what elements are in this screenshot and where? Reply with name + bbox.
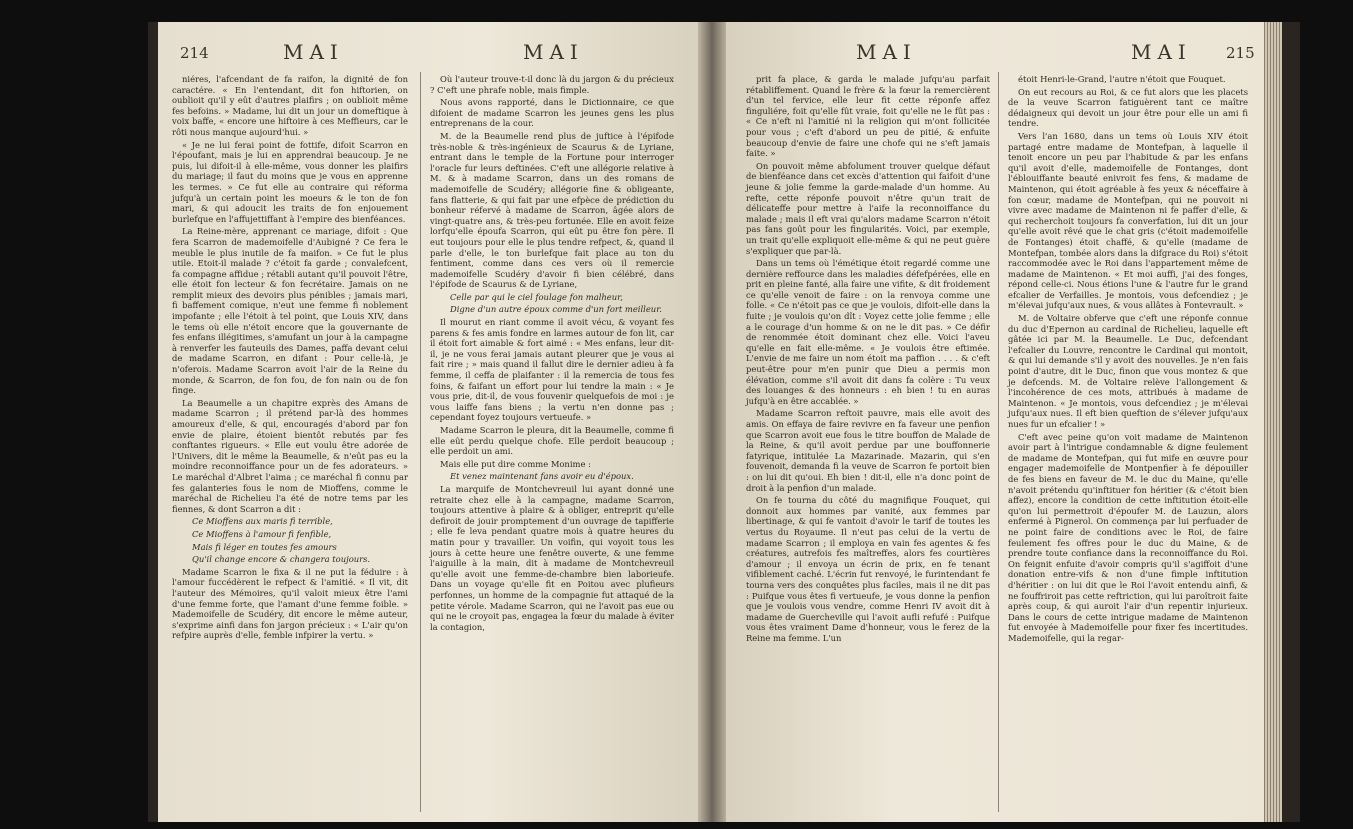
- left-page-column-1: [172, 74, 408, 643]
- verse-line: Mais fi léger en toutes fes amours: [192, 541, 337, 552]
- paragraph: Nous avons rapporté, dans le Dictionnaire, ce que difoient de madame Scarron les jeunes gens les plus entreprenans de la cour.: [430, 97, 674, 129]
- left-page-header-right: MAI: [523, 40, 584, 64]
- open-book: [148, 22, 1300, 822]
- column-divider: [998, 72, 999, 812]
- verse-line: Ce Mioffens à l'amour fi fenfible,: [192, 528, 332, 539]
- right-page-column-1: [746, 74, 990, 645]
- verse-line: Qu'il change encore & changera toujours.: [192, 554, 371, 565]
- paragraph: Dans un tems où l'émétique étoit regardé comme une dernière reffource dans les maladies défefpérées, elle en prit en pleine fanté, alla faire une vifite, & dit froidement ce qu'elle venoit de faire : on la renvoya comme une folle. « Ce n'étoit pas ce que je voulois, difoit-elle dans la fuite ; je voulois qu'on dît : Voyez cette jolie femme ; elle a le courage d'un homme & on ne le dit pas. » Ce défir de renommée étoit dominant chez elle. Voici l'aveu qu'elle en fait elle-même. « Je voulois être eftimée. L'envie de me faire un nom étoit ma paffion . . . . & c'eft peut-être pour m'en punir que Dieu a permis mon élévation, comme s'il avoit dit dans fa colère : Tu veux des louanges & des honneurs : eh bien ! tu en auras jufqu'à en être accablée. »: [746, 258, 990, 406]
- paragraph: La Beaumelle a un chapitre exprès des Amans de madame Scarron ; il prétend par-là des hommes amoureux d'elle, & qui, encouragés d'abord par fon envie de plaire, étoient bientôt rebutés par fes conftantes rigueurs. « Elle eut voulu être adorée de l'Univers, dit le même la Beaumelle, & n'eût pas eu la moindre reconnoiffance pour un de fes adorateurs. » Le maréchal d'Albret l'aima ; ce maréchal fi connu par fes galanteries fous le nom de Mioffens, comme le maréchal de Richelieu l'a été de notre tems par les fiennes, & dont Scarron a dit :: [172, 397, 408, 514]
- verse-line: Celle par qui le ciel foulage fon malheur,: [450, 291, 623, 302]
- right-page-header-right: MAI: [1131, 40, 1192, 64]
- paragraph: Madame Scarron le pleura, dit la Beaumelle, comme fi elle eût perdu quelque chofe. Elle perdoit beaucoup ; elle perdoit un ami.: [430, 425, 674, 457]
- paragraph: Madame Scarron le fixa & il ne put la féduire : à l'amour fuccédèrent le refpect & l'amitié. « Il vit, dit l'auteur des Mémoires, qu'il valoit mieux être l'ami d'une femme forte, que l'amant d'une femme foible. » Mademoifelle de Scudéry, dit encore le même auteur, s'exprime ainfi dans fon jargon précieux : « L'air qu'on refpire auprès d'elle, femble infpirer la vertu. »: [172, 566, 408, 641]
- column-divider: [420, 72, 421, 812]
- paragraph: On fe tourna du côté du magnifique Fouquet, qui donnoit aux hommes par vanité, aux femmes par libertinage, & qui fe vantoit d'avoir le tarif de toutes les vertus du Royaume. Il n'eut pas celui de la vertu de madame Scarron ; il employa en vain fes agentes & fes créatures, autrefois fes maîtreffes, alors fes courtières d'amour ; il envoya un écrin de prix, en fe tenant vifiblement caché. L'écrin fut renvoyé, le furintendant fe tourna vers des conquêtes plus faciles, mais il ne dit pas : Puifque vous êtes fi vertueufe, je vous donne la penfion que je voulois vous vendre, comme Henri IV avoit dit à madame de Guercheville qui l'avoit aufli refufé : Puifque vous êtes vraiment Dame d'honneur, vous le ferez de la Reine ma femme. L'un: [746, 495, 990, 643]
- right-page-number: 215: [1226, 44, 1255, 62]
- verse-line: Et venez maintenant fans avoir eu d'époux.: [450, 471, 634, 482]
- paragraph: prit fa place, & garda le malade jufqu'au parfait rétabliffement. Quand le frère & la fœur la remercièrent d'un tel fervice, elle leur fit cette réponfe affez finguliére, foit qu'elle fût vraie, foit qu'elle ne le fût pas : « Ce n'eft ni l'amitié ni la religion qui m'ont follicitée pour vous ; c'eft d'abord un peu de pitié, & enfuite beaucoup d'envie de faire une chofe qui ne s'eft jamais faite. »: [746, 74, 990, 159]
- left-page-column-2: [430, 74, 674, 634]
- left-page-number: 214: [180, 44, 209, 62]
- right-page: [726, 22, 1282, 822]
- left-page-header-left: MAI: [283, 40, 344, 64]
- paragraph: Madame Scarron reftoit pauvre, mais elle avoit des amis. On effaya de faire revivre en fa faveur une penfion que Scarron avoit eue fous le titre bouffon de Malade de la Reine, & qu'il avoit perdue par une bouffonnerie fatyrique, intitulée La Mazarinade. Mazarin, qui s'en fouvenoit, demanda fi la veuve de Scarron fe portoit bien : on lui dit qu'oui. Eh bien ! dit-il, elle n'a donc point de droit à la penfion d'un malade.: [746, 408, 990, 493]
- paragraph: On pouvoit même abfolument trouver quelque défaut de bienféance dans cet excès d'attention qui faifoit d'une jeune & jolie femme la garde-malade d'un homme. Au refte, cette réponfe pouvoit n'être qu'un trait de délicateffe pour mettre à l'aife la reconnoiffance du malade ; mais il eft vrai qu'alors madame Scarron n'étoit pas fans goût pour les fingularités. Voici, par exemple, un trait qu'elle expliquoit elle-même & qui ne peut guère s'expliquer que par-là.: [746, 160, 990, 256]
- paragraph: M. de la Beaumelle rend plus de juftice à l'épifode très-noble & très-ingénieux de Scaurus & de Lyriane, entrant dans le temple de la Fortune pour interroger l'oracle fur leurs deftinées. C'eft une allégorie relative à M. & à madame Scarron, dans un des romans de mademoifelle de Scudéry; allégorie fine & obligeante, fans flatterie, & qui fait par une efpèce de prédiction du bonheur réfervé à madame de Scarron, âgée alors de vingt-quatre ans, & très-peu fortunée. Elle en avoit feize lorfqu'elle époufa Scarron, qui eût pu être fon père. Il eut toujours pour elle le plus tendre refpect, &, quand il parle d'elle, le ton burlefque fait place au ton du fentiment, comme dans ces vers où il remercie mademoifelle Scudéry d'avoir fi bien célébré, dans l'épifode de Scaurus & de Lyriane,: [430, 130, 674, 290]
- paragraph: Où l'auteur trouve-t-il donc là du jargon & du précieux ? C'eft une phrafe noble, mais fimple.: [430, 74, 674, 95]
- right-page-column-2: [1008, 74, 1248, 645]
- paragraph: étoit Henri-le-Grand, l'autre n'étoit que Fouquet.: [1018, 74, 1226, 84]
- paragraph: C'eft avec peine qu'on voit madame de Maintenon avoir part à l'intrigue condamnable & digne feulement de madame de Montefpan, qui fut mife en œuvre pour engager mademoifelle de Montpenfier à fe dépouiller de fes biens en faveur de M. le duc du Maine, qu'elle n'avoit prétendu qu'inftituer fon héritier (& c'étoit bien affez), encore la condition de cette inftitution étoit-elle qu'on lui permettroit d'époufer M. de Lauzun, alors enfermé à Pignerol. On commença par lui perfuader de ne point faire de conditions avec le Roi, de faire feulement fes offres pour le duc du Maine, & de prendre toute confiance dans la reconnoiffance du Roi. On feignit enfuite d'avoir compris qu'il s'agiffoit d'une donation entre-vifs & non d'une fimple inftitution d'héritier : on lui dit que le Roi l'avoit entendu ainfi, & ne fouffriroit pas cette reftriction, qui lui paroîtroit faite après coup, & qui auroit l'air d'un repentir injurieux. Dans le cours de cette intrigue madame de Maintenon fut envoyée à Mademoifelle pour fixer fes incertitudes. Mademoifelle, qui la regar-: [1008, 431, 1248, 643]
- verse-line: Digne d'un autre époux comme d'un fort meilleur.: [450, 304, 662, 315]
- page-edges: [1264, 22, 1282, 822]
- paragraph: La marquife de Montchevreuil lui ayant donné une retraite chez elle à la campagne, madame Scarron, toujours attentive à plaire & à obliger, entreprit qu'elle defiroit de jouir promptement d'un ouvrage de tapifferie ; elle fe leva pendant quatre mois à quatre heures du matin pour y travailler. Un voifin, qui voyoit tous les jours à cette heure une fenêtre ouverte, & une femme l'aiguille à la main, dit à madame de Montchevreuil qu'elle avoit une femme-de-chambre bien laborieufe. Dans un voyage qu'elle fit en Poitou avec plufieurs perfonnes, un homme de la compagnie fut attaqué de la petite vérole. Madame Scarron, qui ne l'avoit pas eue ou qui ne le croyoit pas, engagea la fœur du malade à éviter la contagion,: [430, 483, 674, 632]
- paragraph: M. de Voltaire obferve que c'eft une réponfe connue du duc d'Epernon au cardinal de Richelieu, laquelle eft gâtée ici par M. la Beaumelle. Le Duc, defcendant l'efcalier du Louvre, rencontre le Cardinal qui montoit, & qui lui demande s'il y avoit des nouvelles. Je n'en fais point d'autre, dit le Duc, finon que vous montez & que je defcends. M. de Voltaire relève l'allongement & l'incohérence de ces mots, attribués à madame de Maintenon. « Je montois, vous defcendiez ; je m'élevai jufqu'aux nues. Il eft bien queftion de s'élever jufqu'aux nues fur un efcalier ! »: [1008, 313, 1248, 429]
- left-page: [158, 22, 698, 822]
- paragraph: Mais elle put dire comme Monime :: [440, 458, 591, 469]
- right-page-header-left: MAI: [856, 40, 917, 64]
- paragraph: La Reine-mère, apprenant ce mariage, difoit : Que fera Scarron de mademoifelle d'Aubigné ? Ce fera le meuble le plus inutile de fa maifon. » Ce fut le plus utile. Etoit-il malade ? c'étoit fa garde ; convalefcent, fa compagne affidue ; rétabli autant qu'il pouvoit l'être, elle étoit fon lecteur & fon fecrétaire. Jamais on ne remplit mieux des devoirs plus pénibles ; jamais mari, fi baffement comique, n'eut une femme fi noblement impofante ; elle l'étoit à tel point, que Louis XIV, dans le tems où elle n'étoit encore que la gouvernante de fes enfans illégitimes, s'amufant un jour à la campagne à renverfer les fauteuils des Dames, paffa devant celui de madame Scarron, en difant : Pour celle-là, je n'oferois. Madame Scarron avoit l'air de la Reine du monde, & Scarron, de fon fou, de fon nain ou de fon finge.: [172, 226, 408, 396]
- paragraph: « Je ne lui ferai point de fottife, difoit Scarron en l'époufant, mais je lui en apprendrai beaucoup. Je ne puis, lui difoit-il à elle-même, vous donner les plaifirs du mariage; il faut du moins que je vous en apprenne les termes. » Ce fut elle au contraire qui réforma jufqu'à un certain point les moeurs & le ton de fon mari, & qui adoucit les traits de fon enjouement burlefque en l'affujettiffant à l'empire des bienféances.: [172, 139, 408, 224]
- paragraph: Il mourut en riant comme il avoit vécu, & voyant fes parens & fes amis fondre en larmes autour de fon lit, car il étoit fort aimable & fort aimé : « Mes enfans, leur dit-il, je ne vous ferai jamais autant pleurer que je vous ai fait rire ; » mais quand il fallut dire le dernier adieu à fa femme, il ceffa de plaifanter : il la remercia de tous fes foins, & faifant un effort pour lui tendre la main : « Je vous prie, dit-il, de vous fouvenir quelquefois de moi : je vous laiffe fans biens ; la vertu n'en donne pas ; cependant foyez toujours vertueufe. »: [430, 317, 674, 423]
- verse-line: Ce Mioffens aux maris fi terrible,: [192, 516, 333, 527]
- paragraph: Vers l'an 1680, dans un tems où Louis XIV étoit partagé entre madame de Montefpan, à laquelle il tenoit encore un peu par l'habitude & par les enfans qu'il avoit d'elle, mademoifelle de Fontanges, dont l'éblouiffante beauté enivroit fes fens, & madame de Maintenon, qui étoit agréable à fes yeux & néceffaire à fon cœur, madame de Montefpan, qui ne pouvoit ni vivre avec madame de Maintenon ni fe paffer d'elle, & qui recherchoit toujours fa converfation, lui dit un jour qu'elle avoit rêvé que le chat gris (c'étoit mademoifelle de Fontanges) étoit chaffé, & qu'elle (madame de Montefpan, tombée alors dans la difgrace du Roi) s'étoit raccommodée avec le Roi dans l'appartement même de madame de Maintenon. « Et moi auffi, j'ai des fonges, répond celle-ci. Nous étions l'une & l'autre fur le grand efcalier de Verfailles. Je montois, vous defcendiez ; je m'élevai jufqu'aux nues, & vous allâtes à Fontevrault. »: [1008, 130, 1248, 311]
- paragraph: On eut recours au Roi, & ce fut alors que les placets de la veuve Scarron fatiguèrent tant ce maître dédaigneux qui devoit un jour être pour elle un ami fi tendre.: [1008, 86, 1248, 129]
- book-gutter: [698, 22, 726, 822]
- paragraph: niéres, l'afcendant de fa raifon, la dignité de fon caractére. « En l'entendant, dit fon hiftorien, on oublioit qu'il y eût d'autres plaifirs ; on oublioit même fes befoins. » Madame, lui dit un jour un domeftique à voix baffe, « encore une hiftoire à ces Meffieurs, car le rôti nous manque aujourd'hui. »: [172, 74, 408, 137]
